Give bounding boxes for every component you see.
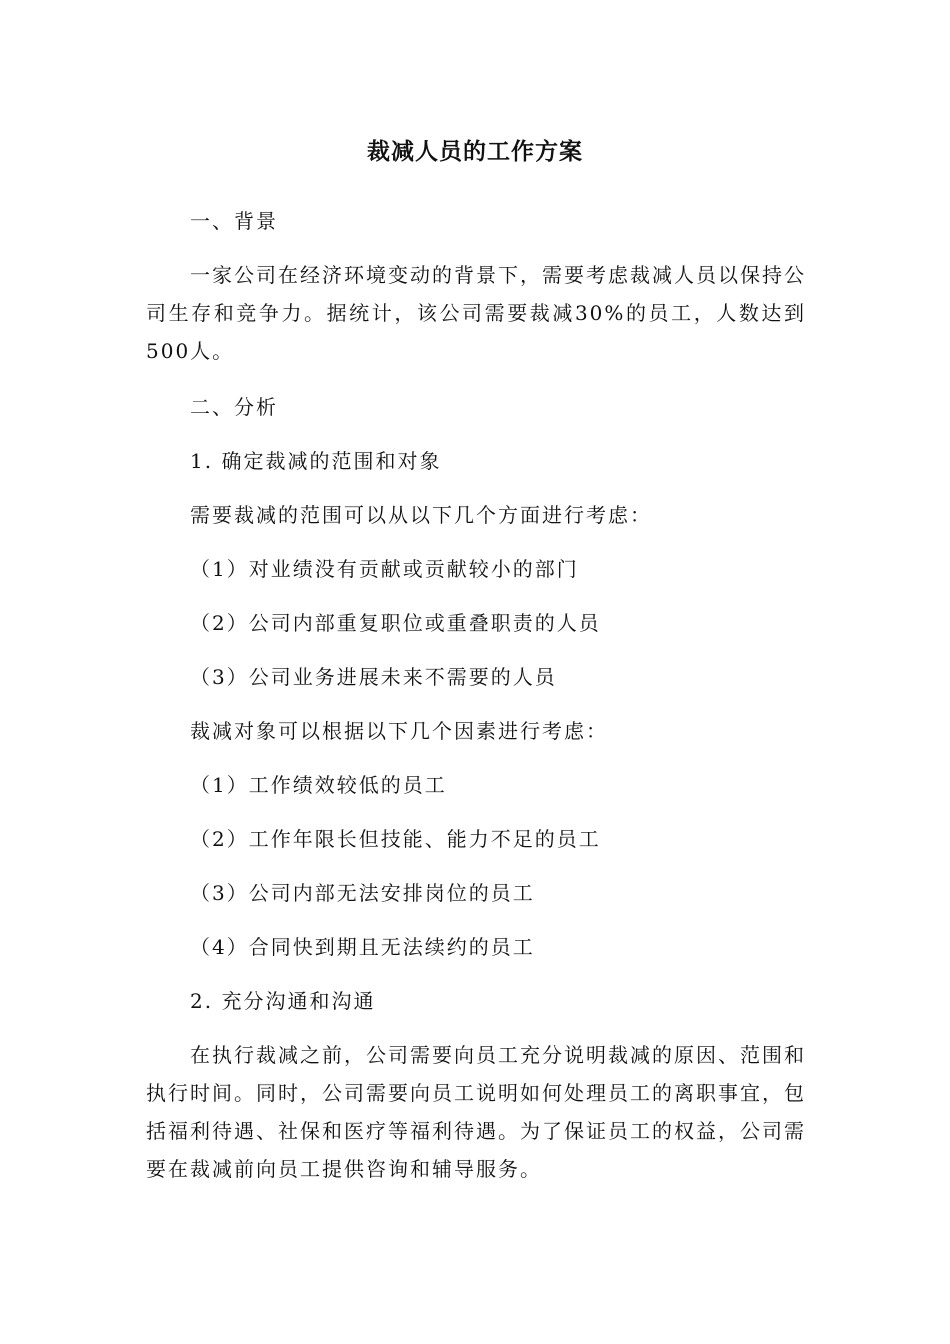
target-item-1: （1）工作绩效较低的员工 — [190, 773, 447, 797]
scope-item-2: （2）公司内部重复职位或重叠职责的人员 — [190, 611, 601, 635]
section-heading-analysis: 二、分析 — [190, 395, 278, 419]
background-paragraph: 一家公司在经济环境变动的背景下，需要考虑裁减人员以保持公司生存和竞争力。据统计，该公司需要裁减30%的员工，人数达到500人。 — [146, 263, 806, 363]
target-item-3: （3）公司内部无法安排岗位的员工 — [190, 881, 535, 905]
subsection-heading-communication: 2. 充分沟通和沟通 — [190, 989, 376, 1013]
document-title: 裁减人员的工作方案 — [367, 139, 583, 165]
scope-item-1: （1）对业绩没有贡献或贡献较小的部门 — [190, 557, 579, 581]
section-heading-background: 一、背景 — [190, 209, 278, 233]
target-intro: 裁减对象可以根据以下几个因素进行考虑： — [190, 719, 608, 743]
subsection-heading-scope: 1. 确定裁减的范围和对象 — [190, 449, 442, 473]
scope-item-3: （3）公司业务进展未来不需要的人员 — [190, 665, 557, 689]
target-item-2: （2）工作年限长但技能、能力不足的员工 — [190, 827, 601, 851]
communication-paragraph: 在执行裁减之前，公司需要向员工充分说明裁减的原因、范围和执行时间。同时，公司需要向员工说明如何处理员工的离职事宜，包括福利待遇、社保和医疗等福利待遇。为了保证员工的权益，公司需要在裁减前向员工提供咨询和辅导服务。 — [146, 1043, 806, 1181]
target-item-4: （4）合同快到期且无法续约的员工 — [190, 935, 535, 959]
scope-intro: 需要裁减的范围可以从以下几个方面进行考虑： — [190, 503, 652, 527]
